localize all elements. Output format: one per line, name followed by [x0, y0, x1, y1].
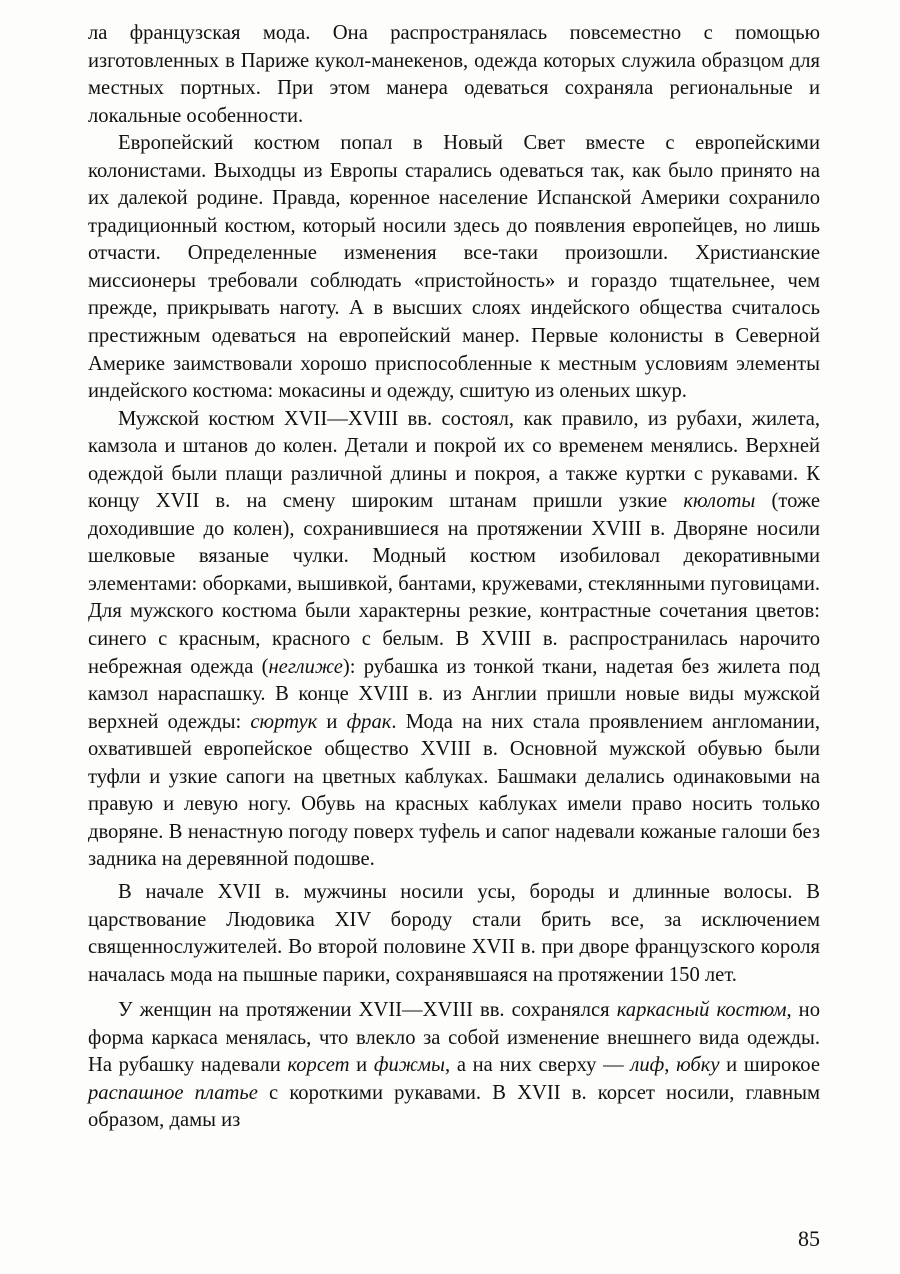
- term-raspashnoe-platye: распашное платье: [88, 1081, 258, 1104]
- term-karkasnyi-kostyum: каркасный костюм: [616, 999, 787, 1022]
- paragraph-5-text-e: ,: [664, 1054, 677, 1077]
- term-lif: лиф: [630, 1054, 665, 1077]
- paragraph-5-text-f: и широкое: [719, 1054, 820, 1077]
- paragraph-2-text: Европейский костюм попал в Новый Свет вместе с европейскими колонистами. Выходцы из Европы старались одеваться так, как было принято на их далекой родине. Правда, коренное население Испанской Америки сохранило традиционный костюм, который носили здесь до появления европейцев, но лишь отчасти. Определенные изменения все-таки произошли. Христианские миссионеры требовали соблюдать «пристойность» и гораздо тщательнее, чем прежде, прикрывать наготу. А в высших слоях индейского общества считалось престижным одеваться на европейский манер. Первые колонисты в Северной Америке заимствовали хорошо приспособленные к местным условиям элементы индейского костюма: мокасины и одежду, сшитую из оленьих шкур.: [88, 132, 820, 403]
- paragraph-3-text-e: . Мода на них стала проявлением англомании, охватившей европейское общество XVIII в. Основной мужской обувью были туфли и узкие сапоги на цветных каблуках. Башмаки делались одинаковыми на правую и левую ногу. Обувь на красных каблуках имели право носить только дворяне. В ненастную погоду поверх туфель и сапог надевали кожаные галоши без задника на деревянной подошве.: [88, 710, 820, 871]
- paragraph-5: [88, 997, 820, 1135]
- paragraph-1: [88, 20, 820, 130]
- paragraph-2: [88, 130, 820, 405]
- paragraph-4: [88, 879, 820, 989]
- term-syurtuk: сюртук: [250, 710, 318, 733]
- paragraph-1-text: ла французская мода. Она распространялась повсеместно с помощью изготовленных в Париже кукол-манекенов, одежда которых служила образцом для местных портных. При этом манера одеваться сохраняла региональные и локальные особенности.: [88, 22, 820, 127]
- term-korset: корсет: [287, 1054, 350, 1077]
- term-frak: фрак: [346, 710, 392, 733]
- paragraph-5-text-d: , а на них сверху —: [445, 1054, 631, 1077]
- paragraph-5-text-b: , но форма каркаса менялась, что влекло за собой изменение внешнего вида одежды. На рубашку надевали: [88, 999, 820, 1077]
- paragraph-5-text-g: с короткими рукавами. В XVII в. корсет носили, главным образом, дамы из: [88, 1081, 820, 1132]
- paragraph-5-text-a: У женщин на протяжении XVII—XVIII вв. сохранялся: [118, 999, 617, 1022]
- paragraph-3-text-a: Мужской костюм XVII—XVIII вв. состоял, как правило, из рубахи, жилета, камзола и штанов до колен. Детали и покрой их со временем менялись. Верхней одеждой были плащи различной длины и покроя, а также куртки с рукавами. К концу XVII в. на смену широким штанам пришли узкие: [88, 407, 820, 513]
- term-yubka: юбку: [676, 1054, 720, 1077]
- paragraph-3-text-b: (тоже доходившие до колен), сохранившиеся на протяжении XVIII в. Дворяне носили шелковые вязаные чулки. Модный костюм изобиловал декоративными элементами: оборками, вышивкой, бантами, кружевами, стеклянными пуговицами. Для мужского костюма были характерны резкие, контрастные сочетания цветов: синего с красным, красного с белым. В XVIII в. распространилась нарочито небрежная одежда (: [88, 490, 821, 678]
- paragraph-3: [88, 406, 820, 874]
- page-body-text: [88, 20, 820, 1135]
- term-neglizhe: неглиже: [268, 655, 343, 678]
- term-kyuloty: кюлоты: [683, 490, 756, 513]
- page-number: 85: [798, 1226, 820, 1251]
- paragraph-3-text-d: и: [317, 710, 347, 733]
- paragraph-4-text: В начале XVII в. мужчины носили усы, бороды и длинные волосы. В царствование Людовика XIV бороду стали брить все, за исключением священнослужителей. Во второй половине XVII в. при дворе французского короля началась мода на пышные парики, сохранявшаяся на протяжении 150 лет.: [88, 880, 820, 986]
- paragraph-5-text-c: и: [349, 1054, 374, 1077]
- term-fizhmy: фижмы: [373, 1054, 445, 1077]
- paragraph-3-text-c: ): рубашка из тонкой ткани, надетая без жилета под камзол нараспашку. В конце XVIII в. из Англии пришли новые виды мужской верхней одежды:: [88, 655, 820, 733]
